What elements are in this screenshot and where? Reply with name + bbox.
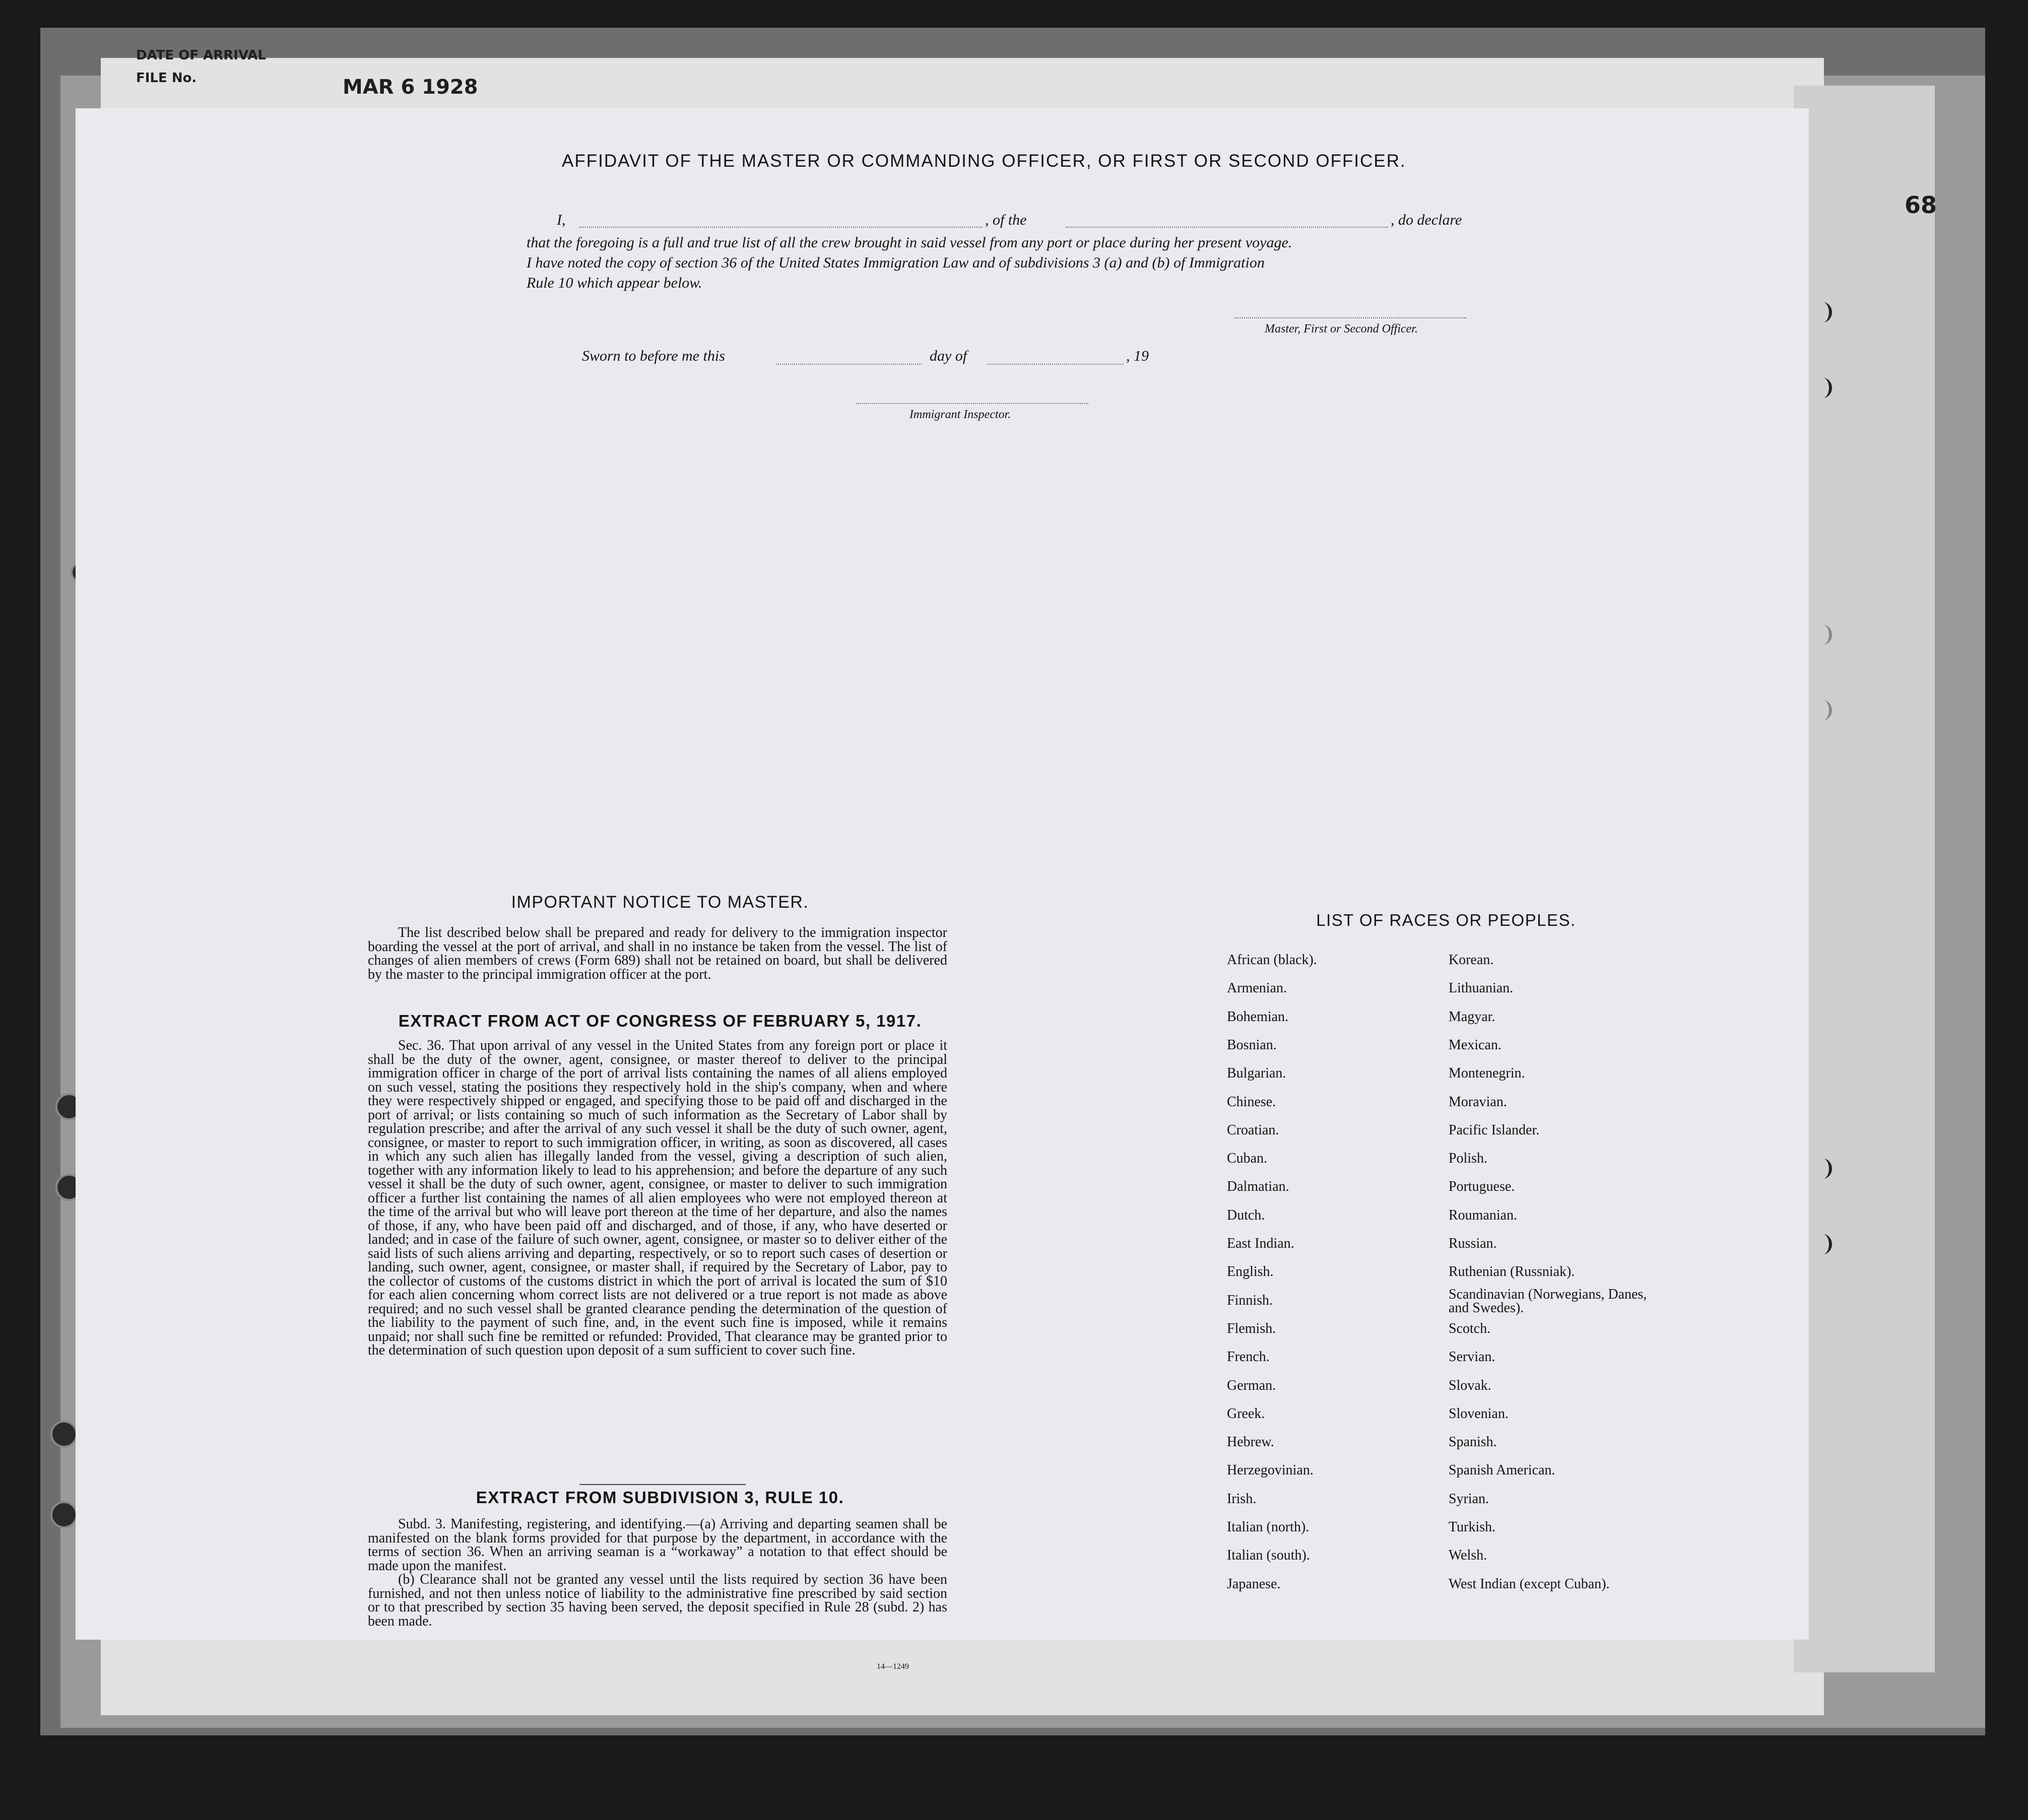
race-item: Cuban. bbox=[1227, 1151, 1268, 1167]
punch-hole bbox=[1814, 1234, 1832, 1254]
sworn-month-line bbox=[988, 364, 1124, 365]
affidavit-line-3: I have noted the copy of section 36 of the United States Immigration Law and of subdivisions 3 (a) and (b) of Immigration bbox=[527, 254, 1265, 271]
punch-hole bbox=[1814, 378, 1832, 398]
notice-text bbox=[368, 926, 947, 981]
race-item: Mexican. bbox=[1449, 1037, 1501, 1053]
race-item: Korean. bbox=[1449, 952, 1494, 968]
notice-title: IMPORTANT NOTICE TO MASTER. bbox=[511, 893, 809, 912]
affidavit-i: I, bbox=[557, 212, 566, 228]
inspector-label: Immigrant Inspector. bbox=[909, 408, 1011, 421]
arrival-stamp-line2: FILE No. bbox=[136, 71, 197, 86]
race-item: Turkish. bbox=[1449, 1519, 1496, 1535]
race-item: Portuguese. bbox=[1449, 1179, 1515, 1195]
race-item: French. bbox=[1227, 1349, 1270, 1365]
manifest-page bbox=[76, 108, 1809, 1640]
race-item: Slovenian. bbox=[1449, 1405, 1509, 1422]
rule-title: EXTRACT FROM SUBDIVISION 3, RULE 10. bbox=[476, 1488, 844, 1507]
race-item: African (black). bbox=[1227, 952, 1317, 968]
races-title: LIST OF RACES OR PEOPLES. bbox=[1316, 911, 1576, 929]
rule-paragraph-b: (b) Clearance shall not be granted any vessel until the lists required by section 36 have been furnished, and not then unless notice of liability to the administrative fine prescribed by said section or to that prescribed by section 35 having been served, the deposit specified in Rule 28 (subd. 2) has been made. bbox=[368, 1572, 947, 1629]
arrival-stamp-date: MAR 6 1928 bbox=[343, 76, 478, 99]
form-number: 14—1249 bbox=[877, 1662, 909, 1671]
race-item: West Indian (except Cuban). bbox=[1449, 1576, 1610, 1592]
race-item: Italian (south). bbox=[1227, 1547, 1310, 1564]
race-item: Hebrew. bbox=[1227, 1434, 1274, 1450]
section-divider bbox=[579, 1484, 746, 1485]
binder-hole bbox=[50, 1421, 78, 1448]
signature-line bbox=[1234, 317, 1466, 318]
race-item: Chinese. bbox=[1227, 1094, 1276, 1110]
race-item: Japanese. bbox=[1227, 1576, 1281, 1592]
act-title: EXTRACT FROM ACT OF CONGRESS OF FEBRUARY 5, 1917. bbox=[398, 1012, 922, 1030]
race-item: Italian (north). bbox=[1227, 1519, 1310, 1535]
name-line bbox=[579, 227, 983, 228]
day-of-text: day of bbox=[930, 348, 967, 364]
race-item: Spanish. bbox=[1449, 1434, 1497, 1450]
race-item: Spanish American. bbox=[1449, 1462, 1555, 1478]
vessel-line bbox=[1066, 227, 1388, 228]
affidavit-of-the: , of the bbox=[985, 212, 1027, 228]
signature-label: Master, First or Second Officer. bbox=[1265, 322, 1418, 335]
race-item: Bulgarian. bbox=[1227, 1065, 1286, 1082]
act-paragraph: Sec. 36. That upon arrival of any vessel in the United States from any foreign port or place it shall be the duty of the owner, agent, consignee, or master thereof to deliver to the principal immigration officer in charge of the port of arrival lists containing the names of all aliens employed on such vessel, stating the positions they respectively hold in the ship's company, when and where they were respectively shipped or engaged, and specifying those to be paid off and discharged in the port of arrival; or lists containing so much of such information as the Secretary of Labor shall by regulation prescribe; and after the arrival of any such vessel it shall be the duty of such owner, agent, consignee, or master to report to such immigration officer, in writing, as soon as discovered, all cases in which any such alien has illegally landed from the vessel, giving a description of such alien, together with any information likely to lead to his apprehension; and before the departure of any such vessel it shall be the duty of such owner, agent, consignee, or master to deliver to such immigration officer a further list containing the names of all alien employees who were not employed thereon at the time of the arrival but who will leave port thereon at the time of her departure, and also the names of those, if any, who have been paid off and discharged, and of those, if any, who have deserted or landed; and in case of the failure of such owner, agent, consignee, or master so to deliver either of the said lists of such aliens arriving and departing, respectively, or so to report such cases of desertion or landing, such owner, agent, consignee, or master shall, if required by the Secretary of Labor, pay to the collector of customs of the customs district in which the port of arrival is located the sum of $10 for each alien concerning whom correct lists are not delivered or a true report is not made as above required; and no such vessel shall be granted clearance pending the determination of the question of the liability to the payment of such fine, and, in the event such fine is imposed, while it remains unpaid; nor shall such fine be remitted or refunded: Provided, That clearance may be granted prior to the determination of such question upon deposit of a sum sufficient to cover such fine. bbox=[368, 1038, 947, 1358]
year-text: , 19 bbox=[1126, 348, 1149, 364]
race-item: German. bbox=[1227, 1377, 1276, 1393]
race-item: Slovak. bbox=[1449, 1377, 1491, 1393]
race-item: Roumanian. bbox=[1449, 1207, 1518, 1223]
race-item: Magyar. bbox=[1449, 1008, 1495, 1025]
race-item: East Indian. bbox=[1227, 1236, 1294, 1251]
race-item: Bohemian. bbox=[1227, 1008, 1289, 1025]
race-item: Dutch. bbox=[1227, 1207, 1265, 1223]
race-item: Armenian. bbox=[1227, 980, 1287, 996]
sworn-text: Sworn to before me this bbox=[582, 348, 725, 364]
affidavit-title: AFFIDAVIT OF THE MASTER OR COMMANDING OFFICER, OR FIRST OR SECOND OFFICER. bbox=[562, 151, 1406, 171]
race-item: Russian. bbox=[1449, 1236, 1497, 1251]
notice-paragraph: The list described below shall be prepared and ready for delivery to the immigration inspector boarding the vessel at the port of arrival, and shall in no instance be taken from the vessel. The list of changes of alien members of crews (Form 689) shall not be retained on board, but shall be delivered by the master to the principal immigration officer at the port. bbox=[368, 925, 947, 982]
race-item: Croatian. bbox=[1227, 1122, 1279, 1138]
back-sheet-edge bbox=[1794, 86, 1935, 1672]
race-item: Herzegovinian. bbox=[1227, 1462, 1314, 1478]
race-item: Greek. bbox=[1227, 1405, 1265, 1422]
inspector-line bbox=[857, 403, 1088, 404]
race-item: Scotch. bbox=[1449, 1320, 1491, 1336]
punch-hole bbox=[1814, 625, 1832, 645]
punch-hole bbox=[1814, 1159, 1832, 1179]
arrival-stamp-line1: DATE OF ARRIVAL bbox=[136, 48, 267, 63]
race-item: Polish. bbox=[1449, 1151, 1488, 1167]
race-item: Montenegrin. bbox=[1449, 1065, 1525, 1082]
race-item: Scandinavian (Norwegians, Danes, and Swedes). bbox=[1449, 1286, 1647, 1316]
race-item: Irish. bbox=[1227, 1491, 1257, 1507]
affidavit-line-2: that the foregoing is a full and true list of all the crew brought in said vessel from any port or place during her present voyage. bbox=[527, 234, 1292, 251]
rule-text bbox=[368, 1517, 947, 1628]
race-item: Pacific Islander. bbox=[1449, 1122, 1540, 1138]
punch-hole bbox=[1814, 700, 1832, 720]
race-item: English. bbox=[1227, 1264, 1274, 1280]
rule-paragraph-a: Subd. 3. Manifesting, registering, and identifying.—(a) Arriving and departing seamen shall be manifested on the blank forms provided for that purpose by the department, in accordance with the terms of section 36. When an arriving seaman is a “workaway” a notation to that effect should be made upon the manifest. bbox=[368, 1516, 947, 1574]
affidavit-do-declare: , do declare bbox=[1391, 212, 1462, 228]
race-item: Moravian. bbox=[1449, 1094, 1507, 1110]
race-item: Ruthenian (Russniak). bbox=[1449, 1264, 1575, 1280]
binder-hole bbox=[50, 1501, 78, 1528]
race-item: Bosnian. bbox=[1227, 1037, 1277, 1053]
race-item: Flemish. bbox=[1227, 1320, 1276, 1336]
page-number: 68 bbox=[1905, 191, 1937, 219]
affidavit-line-4: Rule 10 which appear below. bbox=[527, 275, 702, 291]
act-text bbox=[368, 1039, 947, 1358]
race-item: Syrian. bbox=[1449, 1491, 1489, 1507]
race-item: Welsh. bbox=[1449, 1547, 1487, 1564]
punch-hole bbox=[1814, 302, 1832, 322]
race-item: Lithuanian. bbox=[1449, 980, 1514, 996]
race-item: Dalmatian. bbox=[1227, 1179, 1289, 1195]
sworn-day-line bbox=[776, 364, 922, 365]
race-item: Servian. bbox=[1449, 1349, 1495, 1365]
race-item: Finnish. bbox=[1227, 1292, 1273, 1308]
